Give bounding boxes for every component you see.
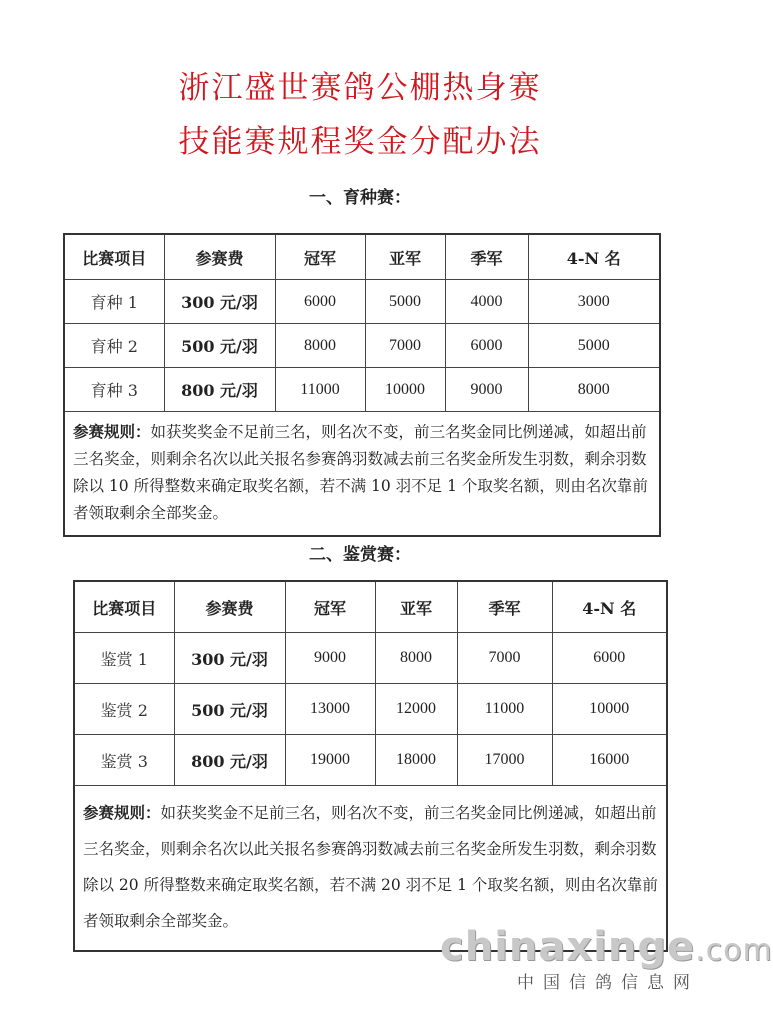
header-rest: 4-N 名 <box>528 234 660 280</box>
cell-rest: 3000 <box>528 280 660 324</box>
table-row <box>64 280 660 324</box>
cell-item: 育种 1 <box>64 280 164 324</box>
cell-first: 8000 <box>275 324 365 368</box>
rules-cell <box>64 412 660 537</box>
cell-first: 6000 <box>275 280 365 324</box>
rules-row <box>64 412 660 537</box>
header-fee: 参赛费 <box>174 581 285 633</box>
watermark-domain-tld: .com <box>695 933 773 968</box>
cell-third: 7000 <box>457 633 552 684</box>
header-rest: 4-N 名 <box>552 581 667 633</box>
cell-item: 鉴赏 1 <box>74 633 174 684</box>
cell-item: 育种 3 <box>64 368 164 412</box>
rules-label: 参赛规则： <box>73 422 151 441</box>
section-heading-appreciation: 二、鉴赏赛： <box>309 545 411 565</box>
cell-fee: 300 元/羽 <box>164 280 275 324</box>
cell-item: 鉴赏 3 <box>74 735 174 786</box>
cell-third: 11000 <box>457 684 552 735</box>
cell-second: 8000 <box>375 633 457 684</box>
header-first: 冠军 <box>275 234 365 280</box>
section-heading-breeding: 一、育种赛： <box>309 188 411 208</box>
header-third: 季军 <box>445 234 528 280</box>
cell-fee: 800 元/羽 <box>164 368 275 412</box>
cell-first: 11000 <box>275 368 365 412</box>
header-second: 亚军 <box>365 234 445 280</box>
cell-fee: 800 元/羽 <box>174 735 285 786</box>
table-header-row <box>74 581 667 633</box>
watermark-domain <box>440 924 773 970</box>
cell-rest: 16000 <box>552 735 667 786</box>
cell-fee: 500 元/羽 <box>174 684 285 735</box>
document-title-line2: 技能赛规程奖金分配办法 <box>178 124 542 160</box>
rules-text: 如获奖奖金不足前三名，则名次不变，前三名奖金同比例递减，如超出前三名奖金，则剩余名次以此关报名参赛鸽羽数减去前三名奖金所发生羽数，剩余羽数除以 20 所得整数来确定取奖名额，若不满 20 羽不足 1 个取奖名额，则由名次靠前者领取剩余全部奖金。 <box>83 804 658 930</box>
table-row <box>74 633 667 684</box>
cell-rest: 6000 <box>552 633 667 684</box>
cell-item: 鉴赏 2 <box>74 684 174 735</box>
cell-first: 19000 <box>285 735 375 786</box>
cell-first: 13000 <box>285 684 375 735</box>
table-row <box>74 735 667 786</box>
table-header-row <box>64 234 660 280</box>
cell-second: 10000 <box>365 368 445 412</box>
rules-label: 参赛规则： <box>83 803 161 822</box>
header-third: 季军 <box>457 581 552 633</box>
cell-third: 4000 <box>445 280 528 324</box>
cell-second: 18000 <box>375 735 457 786</box>
cell-third: 6000 <box>445 324 528 368</box>
cell-second: 7000 <box>365 324 445 368</box>
cell-item: 育种 2 <box>64 324 164 368</box>
watermark-domain-main: chinaxinge <box>440 924 696 970</box>
cell-second: 12000 <box>375 684 457 735</box>
document-title-line1: 浙江盛世赛鸽公棚热身赛 <box>178 70 542 106</box>
cell-fee: 500 元/羽 <box>164 324 275 368</box>
header-first: 冠军 <box>285 581 375 633</box>
header-second: 亚军 <box>375 581 457 633</box>
breeding-prize-table <box>63 233 661 537</box>
cell-rest: 8000 <box>528 368 660 412</box>
header-fee: 参赛费 <box>164 234 275 280</box>
cell-rest: 5000 <box>528 324 660 368</box>
cell-rest: 10000 <box>552 684 667 735</box>
cell-second: 5000 <box>365 280 445 324</box>
appreciation-prize-table <box>73 580 668 952</box>
watermark-site-name: 中国信鸽信息网 <box>517 973 699 993</box>
header-item: 比赛项目 <box>64 234 164 280</box>
table-row <box>64 324 660 368</box>
table-row <box>74 684 667 735</box>
header-item: 比赛项目 <box>74 581 174 633</box>
cell-first: 9000 <box>285 633 375 684</box>
table-row <box>64 368 660 412</box>
cell-third: 9000 <box>445 368 528 412</box>
rules-text: 如获奖奖金不足前三名，则名次不变，前三名奖金同比例递减，如超出前三名奖金，则剩余名次以此关报名参赛鸽羽数减去前三名奖金所发生羽数，剩余羽数除以 10 所得整数来确定取奖名额，若不满 10 羽不足 1 个取奖名额，则由名次靠前者领取剩余全部奖金。 <box>73 423 648 522</box>
cell-fee: 300 元/羽 <box>174 633 285 684</box>
cell-third: 17000 <box>457 735 552 786</box>
